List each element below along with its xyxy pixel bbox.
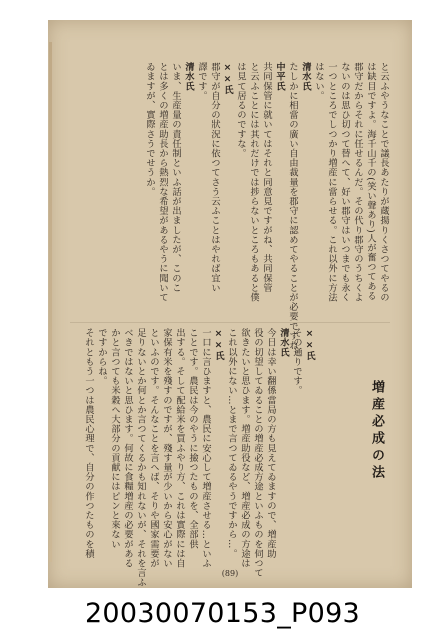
upper-text-column: 郡守だからそれに任せるんだ。その代り郡守のうちくよ bbox=[352, 62, 363, 302]
lower-text-column: かと言つても米穀へ大部分の貢献にはピンと來ない bbox=[109, 328, 120, 549]
lower-text-column: 出する。そして配給米を買ふやり方、これは實際には自 bbox=[174, 328, 185, 568]
upper-text-column: 清水氏 bbox=[183, 62, 194, 91]
upper-text-column: はない。 bbox=[313, 62, 324, 101]
upper-text-column: たしかに相當の廣い自由裁量を郡守に認めてやることが必要ですね。 bbox=[287, 62, 298, 360]
upper-text-column: ゐますが、實際さうでせうか。 bbox=[144, 62, 155, 197]
image-caption: 20030070153_P093 bbox=[84, 598, 361, 629]
lower-text-column: 一口に言ひますと、農民に安心して増産させる…といふ bbox=[200, 328, 211, 568]
page-number: (89) bbox=[221, 569, 239, 578]
upper-text-column: 清水氏 bbox=[300, 62, 311, 91]
upper-text-column: 共同保管に就いてはそれと同意見ですがね、共同保管 bbox=[261, 62, 272, 293]
upper-text-column: 中平氏 bbox=[274, 62, 285, 91]
upper-text-column: とは多くの増産助長から熱烈な希望があるやうに聞いて bbox=[157, 62, 168, 302]
lower-text-column: 欲きたいと思ひます。増産助役など、増産必成の方途は bbox=[239, 328, 250, 568]
lower-text-column: 今日は幸い翻係當局の方も見えてゐますので、増産助 bbox=[265, 328, 276, 559]
upper-text-column: 一つところでしつかり増産に當らせる。これ以外に方法 bbox=[326, 62, 337, 302]
upper-text-column: ××氏 bbox=[222, 62, 233, 95]
upper-text-column: は見て居るのですな。 bbox=[235, 62, 246, 158]
upper-text-column: ないのは思ひ切つて替へて、好い郡守はいつまでも永く bbox=[339, 62, 350, 302]
lower-text-column: それともう一つは農民心理で、自分の作つたものを積 bbox=[83, 328, 94, 559]
lower-text-column: ことです。農民は今のやうに撿つたものを、全部供 bbox=[187, 328, 198, 549]
lower-text-column: ですからね。 bbox=[96, 328, 107, 386]
lower-text-column: 家保有米を殘すのですが、殘す量が少いから安心がない bbox=[161, 328, 172, 568]
upper-text-column: と云ふことには其れだけでは捗らないところもあると僕 bbox=[248, 62, 259, 302]
upper-text-column: は缺目ですよ。海千山千の(笑い聲あり)人が奮つてある bbox=[365, 62, 376, 301]
upper-text-column: いま、生産量の責任制といふ話が出ましたが、このこ bbox=[170, 62, 181, 293]
upper-text-column: と云ふやうなことで議長あたりが蔵揚りくさつてやるの bbox=[378, 62, 389, 302]
lower-text-column: といふのです。そんなことを言へば、そりや國家需要が bbox=[148, 328, 159, 568]
lower-text-column: これ以外にない…とまで言つてゐるやうですから…。 bbox=[226, 328, 237, 559]
upper-text-column: 郡守が自分の狀況に依つてさう云ふことはやれば宜い bbox=[209, 62, 220, 293]
upper-text-column: 譯です。 bbox=[196, 62, 207, 101]
lower-text-column: 足りないとか何とか言つてくるかも知れないが、それを言ふ bbox=[135, 328, 146, 588]
section-divider bbox=[70, 322, 390, 323]
lower-text-column: べきではないと思ひます。何故に食糧増産の必要がある bbox=[122, 328, 133, 568]
lower-text-column: その通りです。 bbox=[291, 328, 302, 396]
lower-text-column: ××氏 bbox=[213, 328, 224, 361]
upper-text-block bbox=[143, 62, 390, 360]
article-heading: 増産必成の法 bbox=[369, 380, 384, 482]
document-page bbox=[48, 20, 412, 588]
lower-text-column: ××氏 bbox=[304, 328, 315, 361]
lower-text-column: 役の切望してゐることの増産必成方途といふものを伺つて bbox=[252, 328, 263, 578]
lower-text-column: 清水氏 bbox=[278, 328, 289, 357]
